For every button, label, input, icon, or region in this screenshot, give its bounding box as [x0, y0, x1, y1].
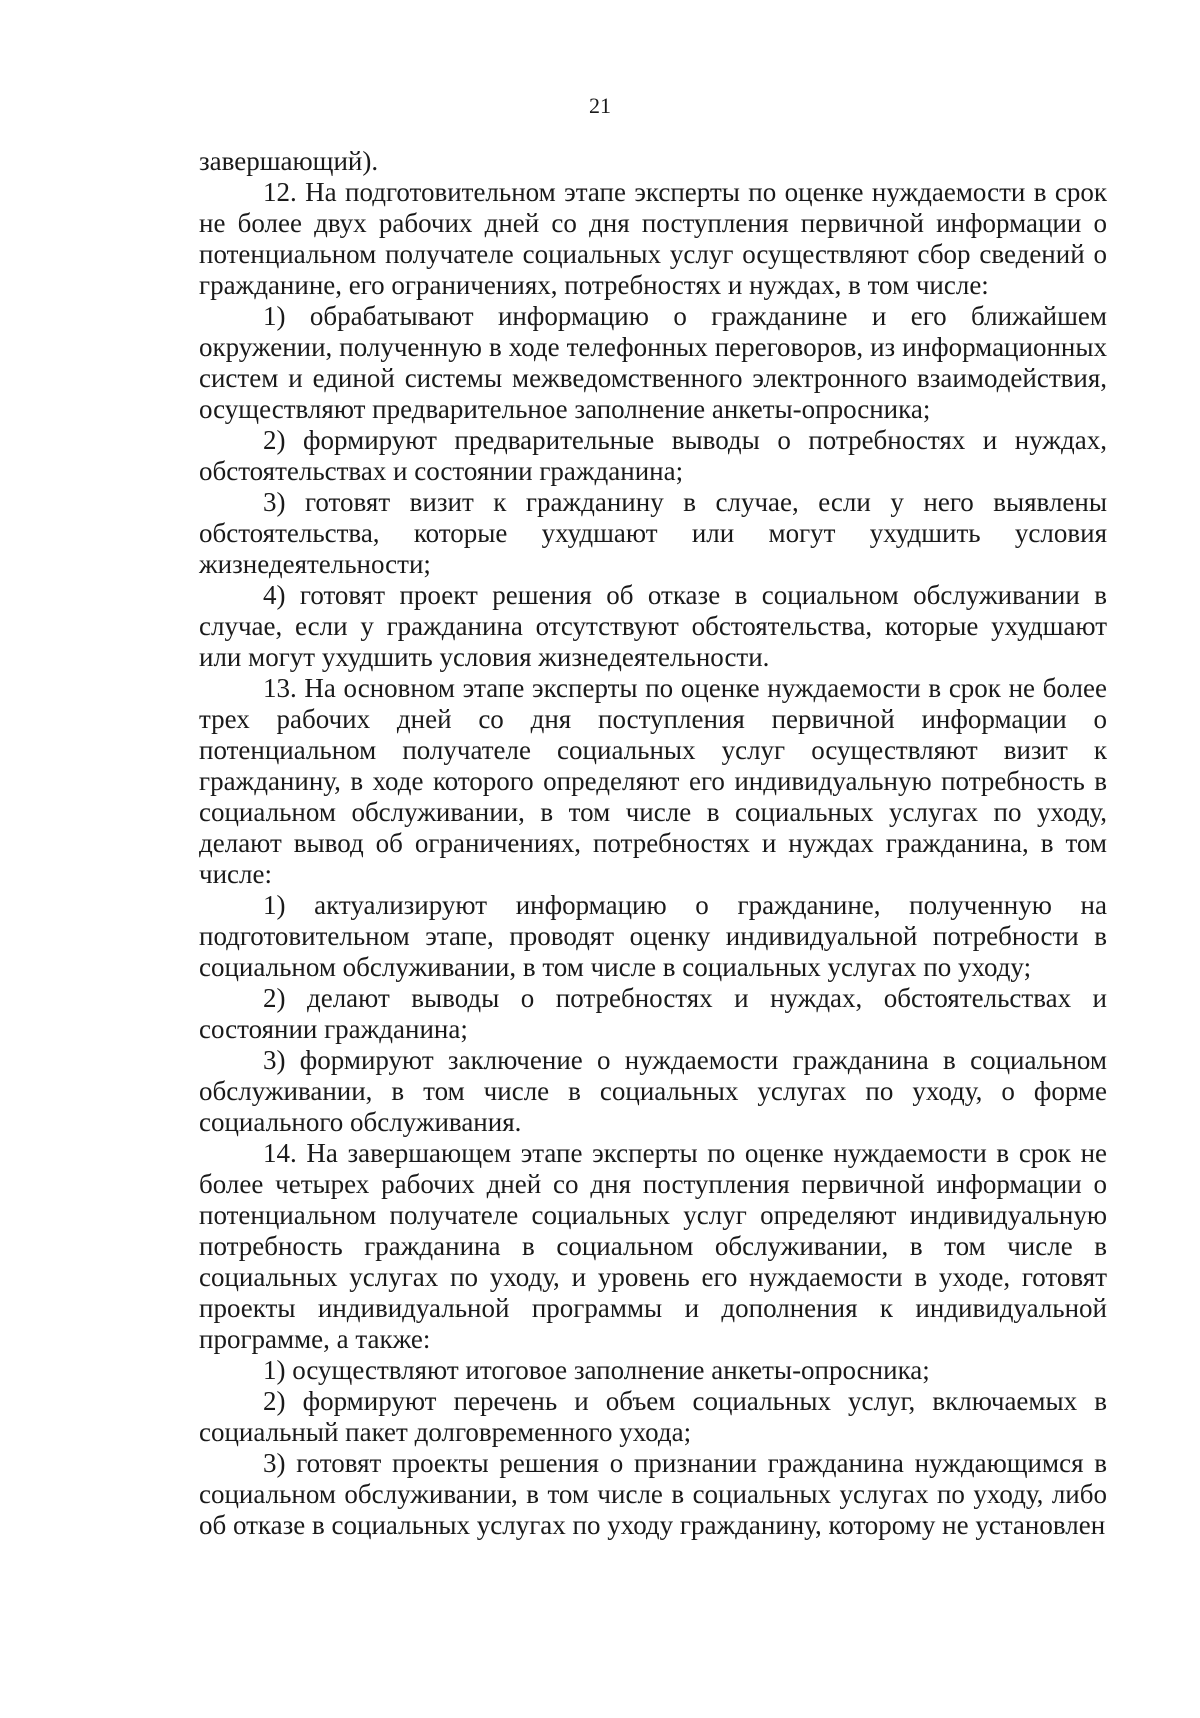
- document-body: [199, 146, 1107, 1541]
- list-item-12-4: 4) готовят проект решения об отказе в социальном обслуживании в случае, если у гражданина отсутствуют обстоятельства, которые ухудшают или могут ухудшить условия жизнедеятельности.: [199, 580, 1107, 672]
- list-item-12-2: 2) формируют предварительные выводы о потребностях и нуждах, обстоятельствах и состоянии гражданина;: [199, 425, 1107, 486]
- page-number: 21: [589, 93, 611, 118]
- list-item-14-3: 3) готовят проекты решения о признании гражданина нуждающимся в социальном обслуживании, в том числе в социальных услугах по уходу, либо об отказе в социальных услугах по уходу гражданину, которому не установлен: [199, 1448, 1107, 1540]
- list-item-13-2: 2) делают выводы о потребностях и нуждах, обстоятельствах и состоянии гражданина;: [199, 983, 1107, 1044]
- list-item-14-1: 1) осуществляют итоговое заполнение анкеты-опросника;: [263, 1355, 930, 1385]
- list-item-13-3: 3) формируют заключение о нуждаемости гражданина в социальном обслуживании, в том числе в социальных услугах по уходу, о форме социального обслуживания.: [199, 1045, 1107, 1137]
- paragraph-13: 13. На основном этапе эксперты по оценке нуждаемости в срок не более трех рабочих дней со дня поступления первичной информации о потенциальном получателе социальных услуг осуществляют визит к гражданину, в ходе которого определяют его индивидуальную потребность в социальном обслуживании, в том числе в социальных услугах по уходу, делают вывод об ограничениях, потребностях и нуждах гражданина, в том числе:: [199, 673, 1107, 889]
- paragraph-continuation: завершающий).: [199, 146, 379, 176]
- list-item-12-1: 1) обрабатывают информацию о гражданине и его ближайшем окружении, полученную в ходе телефонных переговоров, из информационных систем и единой системы межведомственного электронного взаимодействия, осуществляют предварительное заполнение анкеты-опросника;: [199, 301, 1107, 424]
- list-item-13-1: 1) актуализируют информацию о гражданине, полученную на подготовительном этапе, проводят оценку индивидуальной потребности в социальном обслуживании, в том числе в социальных услугах по уходу;: [199, 890, 1107, 982]
- list-item-14-2: 2) формируют перечень и объем социальных услуг, включаемых в социальный пакет долговременного ухода;: [199, 1386, 1107, 1447]
- paragraph-14: 14. На завершающем этапе эксперты по оценке нуждаемости в срок не более четырех рабочих дней со дня поступления первичной информации о потенциальном получателе социальных услуг определяют индивидуальную потребность гражданина в социальном обслуживании, в том числе в социальных услугах по уходу, и уровень его нуждаемости в уходе, готовят проекты индивидуальной программы и дополнения к индивидуальной программе, а также:: [199, 1138, 1107, 1354]
- paragraph-12: 12. На подготовительном этапе эксперты по оценке нуждаемости в срок не более двух рабочих дней со дня поступления первичной информации о потенциальном получателе социальных услуг осуществляют сбор сведений о гражданине, его ограничениях, потребностях и нуждах, в том числе:: [199, 177, 1107, 300]
- list-item-12-3: 3) готовят визит к гражданину в случае, если у него выявлены обстоятельства, которые ухудшают или могут ухудшить условия жизнедеятельности;: [199, 487, 1107, 579]
